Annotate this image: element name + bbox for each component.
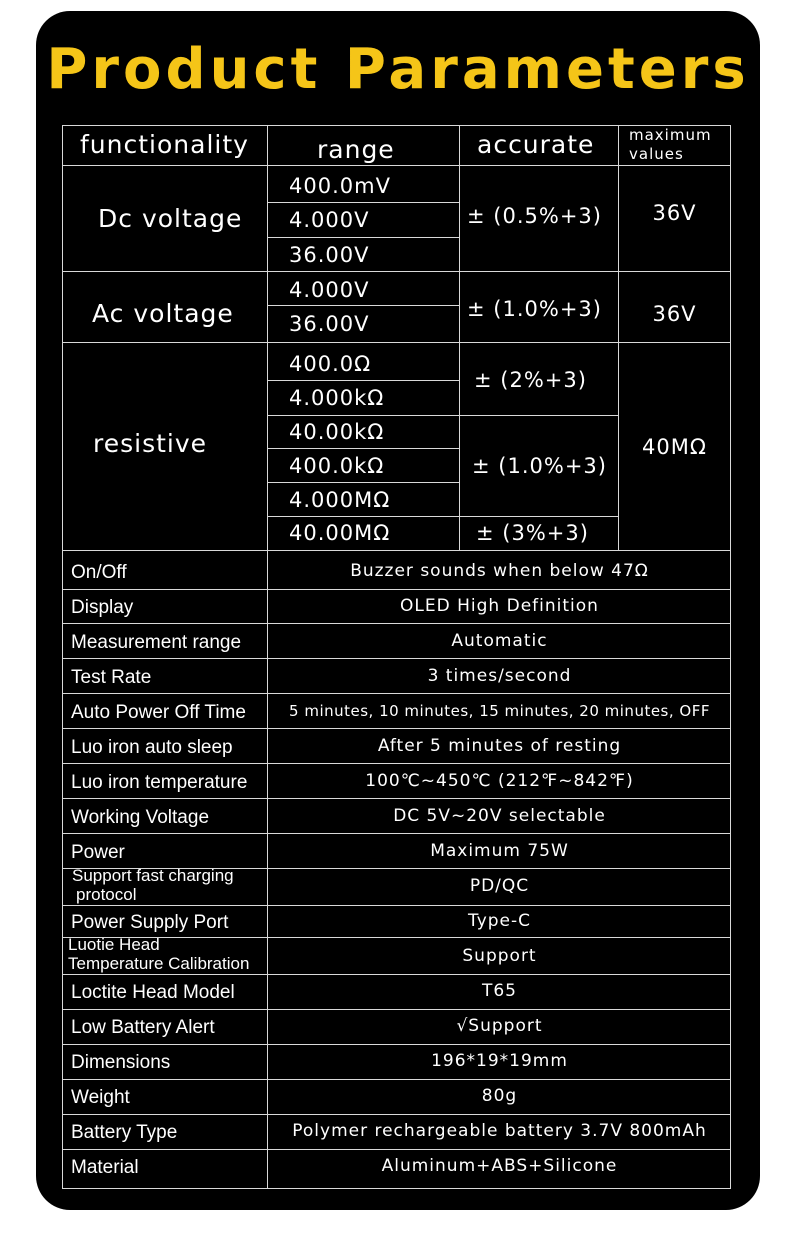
dc-voltage-label: Dc voltage bbox=[98, 204, 243, 233]
dc-range-2: 4.000V bbox=[289, 208, 370, 232]
res-range-5: 4.000MΩ bbox=[289, 488, 391, 512]
spec-value-material: Aluminum+ABS+Silicone bbox=[381, 1156, 618, 1176]
resistive-label: resistive bbox=[93, 429, 208, 458]
spec-value-display: OLED High Definition bbox=[400, 596, 599, 616]
spec-label-power: Power bbox=[71, 842, 125, 863]
header-accurate: accurate bbox=[477, 130, 595, 159]
spec-value-weight: 80g bbox=[481, 1086, 518, 1106]
spec-label-auto-sleep: Luo iron auto sleep bbox=[71, 737, 233, 758]
spec-value-battery-type: Polymer rechargeable battery 3.7V 800mAh bbox=[292, 1121, 707, 1141]
header-functionality: functionality bbox=[80, 130, 249, 159]
ac-accuracy: ± (1.0%+3) bbox=[467, 297, 602, 321]
ac-range-2: 36.00V bbox=[289, 312, 370, 336]
spec-label-fast-charging-1: Support fast charging bbox=[72, 866, 234, 885]
spec-value-supply-port: Type-C bbox=[467, 911, 532, 931]
res-range-2: 4.000kΩ bbox=[289, 386, 385, 410]
spec-label-head-model: Loctite Head Model bbox=[71, 982, 235, 1003]
spec-value-head-model: T65 bbox=[481, 981, 518, 1001]
spec-label-working-voltage: Working Voltage bbox=[71, 807, 210, 828]
spec-label-material: Material bbox=[71, 1157, 139, 1178]
spec-value-iron-temperature: 100℃~450℃ (212℉~842℉) bbox=[365, 771, 634, 791]
header-values: values bbox=[629, 145, 684, 163]
page-title: Product Parameters bbox=[46, 37, 750, 102]
spec-value-test-rate: 3 times/second bbox=[427, 666, 572, 686]
res-range-4: 400.0kΩ bbox=[289, 454, 385, 478]
spec-value-onoff: Buzzer sounds when below 47Ω bbox=[350, 561, 649, 581]
dc-range-1: 400.0mV bbox=[289, 174, 391, 198]
res-range-1: 400.0Ω bbox=[289, 352, 372, 376]
spec-value-low-battery: √Support bbox=[456, 1016, 543, 1036]
dc-accuracy: ± (0.5%+3) bbox=[467, 204, 602, 228]
ac-voltage-label: Ac voltage bbox=[92, 299, 234, 328]
spec-value-power: Maximum 75W bbox=[430, 841, 569, 861]
res-max: 40MΩ bbox=[642, 435, 707, 459]
dc-range-3: 36.00V bbox=[289, 243, 370, 267]
spec-label-display: Display bbox=[71, 597, 134, 618]
spec-label-temp-calibration-1: Luotie Head bbox=[68, 935, 160, 954]
spec-label-supply-port: Power Supply Port bbox=[71, 912, 229, 933]
spec-value-working-voltage: DC 5V~20V selectable bbox=[393, 806, 606, 826]
spec-value-temp-calibration: Support bbox=[462, 946, 537, 966]
spec-label-measurement-range: Measurement range bbox=[71, 632, 242, 653]
spec-value-fast-charging: PD/QC bbox=[469, 876, 530, 896]
res-range-6: 40.00MΩ bbox=[289, 521, 391, 545]
header-maximum: maximum bbox=[629, 126, 712, 144]
spec-value-auto-power-off: 5 minutes, 10 minutes, 15 minutes, 20 minutes, OFF bbox=[289, 702, 710, 720]
spec-label-weight: Weight bbox=[71, 1087, 130, 1108]
spec-label-fast-charging-2: protocol bbox=[76, 885, 137, 904]
spec-label-test-rate: Test Rate bbox=[71, 667, 152, 688]
spec-label-low-battery: Low Battery Alert bbox=[71, 1017, 215, 1038]
spec-label-auto-power-off: Auto Power Off Time bbox=[71, 702, 246, 723]
res-range-3: 40.00kΩ bbox=[289, 420, 385, 444]
spec-label-battery-type: Battery Type bbox=[71, 1122, 178, 1143]
dc-max: 36V bbox=[652, 201, 697, 225]
spec-label-temp-calibration-2: Temperature Calibration bbox=[68, 954, 250, 973]
ac-range-1: 4.000V bbox=[289, 278, 370, 302]
res-accuracy-2: ± (1.0%+3) bbox=[472, 454, 607, 478]
header-range: range bbox=[317, 135, 395, 164]
res-accuracy-1: ± (2%+3) bbox=[474, 368, 587, 392]
spec-value-measurement-range: Automatic bbox=[451, 631, 548, 651]
spec-value-auto-sleep: After 5 minutes of resting bbox=[377, 736, 622, 756]
spec-value-dimensions: 196*19*19mm bbox=[431, 1051, 568, 1071]
ac-max: 36V bbox=[652, 302, 697, 326]
res-accuracy-3: ± (3%+3) bbox=[476, 521, 589, 545]
spec-label-onoff: On/Off bbox=[71, 562, 127, 583]
spec-label-iron-temperature: Luo iron temperature bbox=[71, 772, 248, 793]
spec-label-dimensions: Dimensions bbox=[71, 1052, 171, 1073]
